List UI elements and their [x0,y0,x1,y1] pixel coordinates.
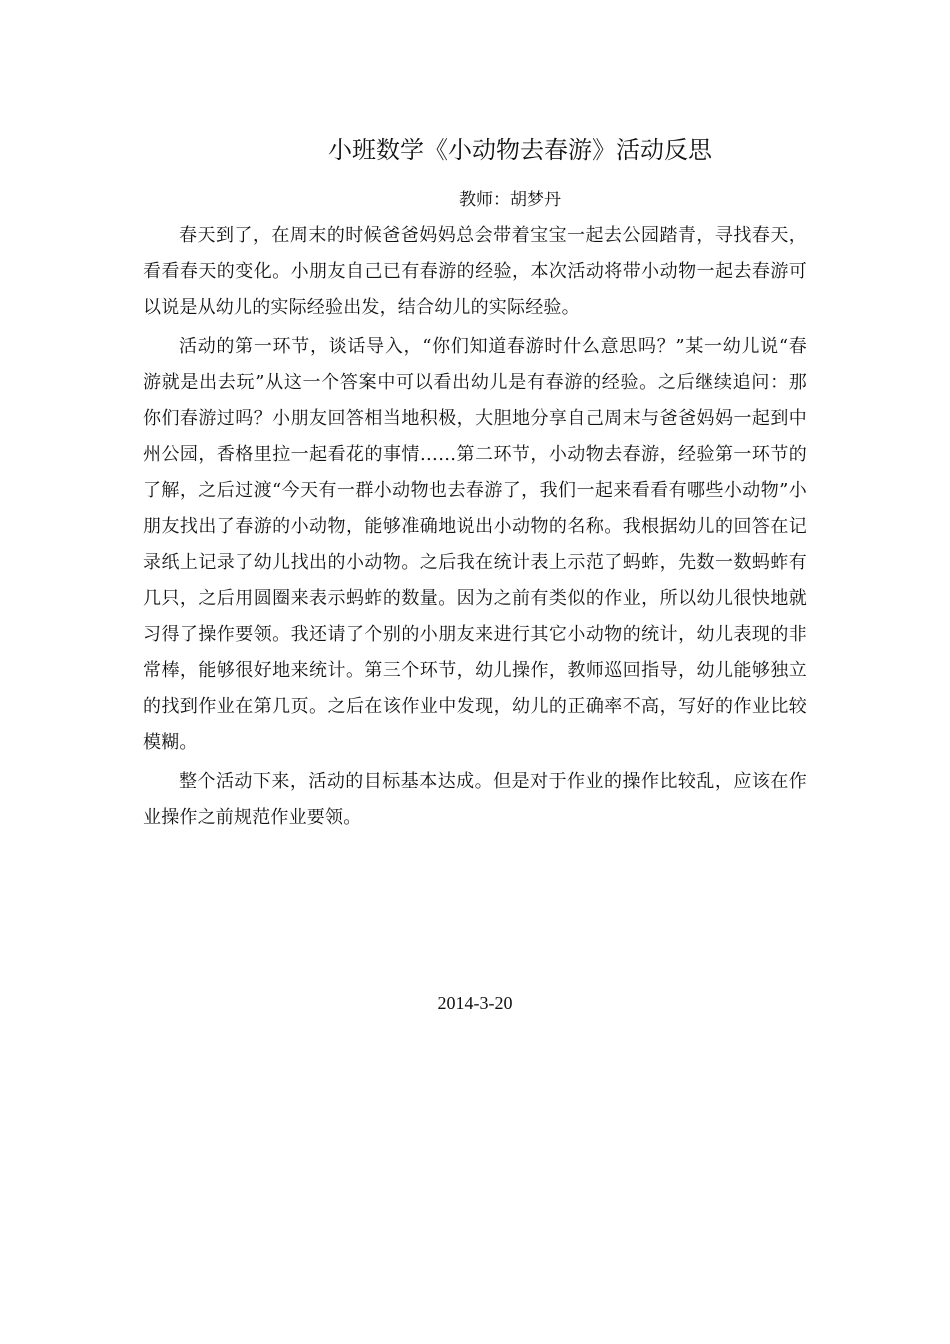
document-date: 2014-3-20 [437,993,513,1013]
document-title: 小班数学《小动物去春游》活动反思 [328,136,712,164]
author-line: 教师：胡梦丹 [459,190,561,210]
paragraph-intro: 春天到了，在周末的时候爸爸妈妈总会带着宝宝一起去公园踏青，寻找春天，看看春天的变化。小朋友自己已有春游的经验，本次活动将带小动物一起去春游可以说是从幼儿的实际经验出发，结合幼儿的实际经验。 [143,225,807,318]
paragraph-process: 活动的第一环节，谈话导入，“你们知道春游时什么意思吗？”某一幼儿说“春游就是出去玩”从这一个答案中可以看出幼儿是有春游的经验。之后继续追问：那你们春游过吗？小朋友回答相当地积极，大胆地分享自己周末与爸爸妈妈一起到中州公园，香格里拉一起看花的事情……第二环节，小动物去春游，经验第一环节的了解，之后过渡“今天有一群小动物也去春游了，我们一起来看看有哪些小动物”小朋友找出了春游的小动物，能够准确地说出小动物的名称。我根据幼儿的回答在记录纸上记录了幼儿找出的小动物。之后我在统计表上示范了蚂蚱，先数一数蚂蚱有几只，之后用圆圈来表示蚂蚱的数量。因为之前有类似的作业，所以幼儿很快地就习得了操作要领。我还请了个别的小朋友来进行其它小动物的统计，幼儿表现的非常棒，能够很好地来统计。第三个环节，幼儿操作，教师巡回指导，幼儿能够独立的找到作业在第几页。之后在该作业中发现，幼儿的正确率不高，写好的作业比较模糊。 [143,336,807,753]
document-body [143,218,807,839]
paragraph-conclusion: 整个活动下来，活动的目标基本达成。但是对于作业的操作比较乱，应该在作业操作之前规范作业要领。 [143,771,807,828]
